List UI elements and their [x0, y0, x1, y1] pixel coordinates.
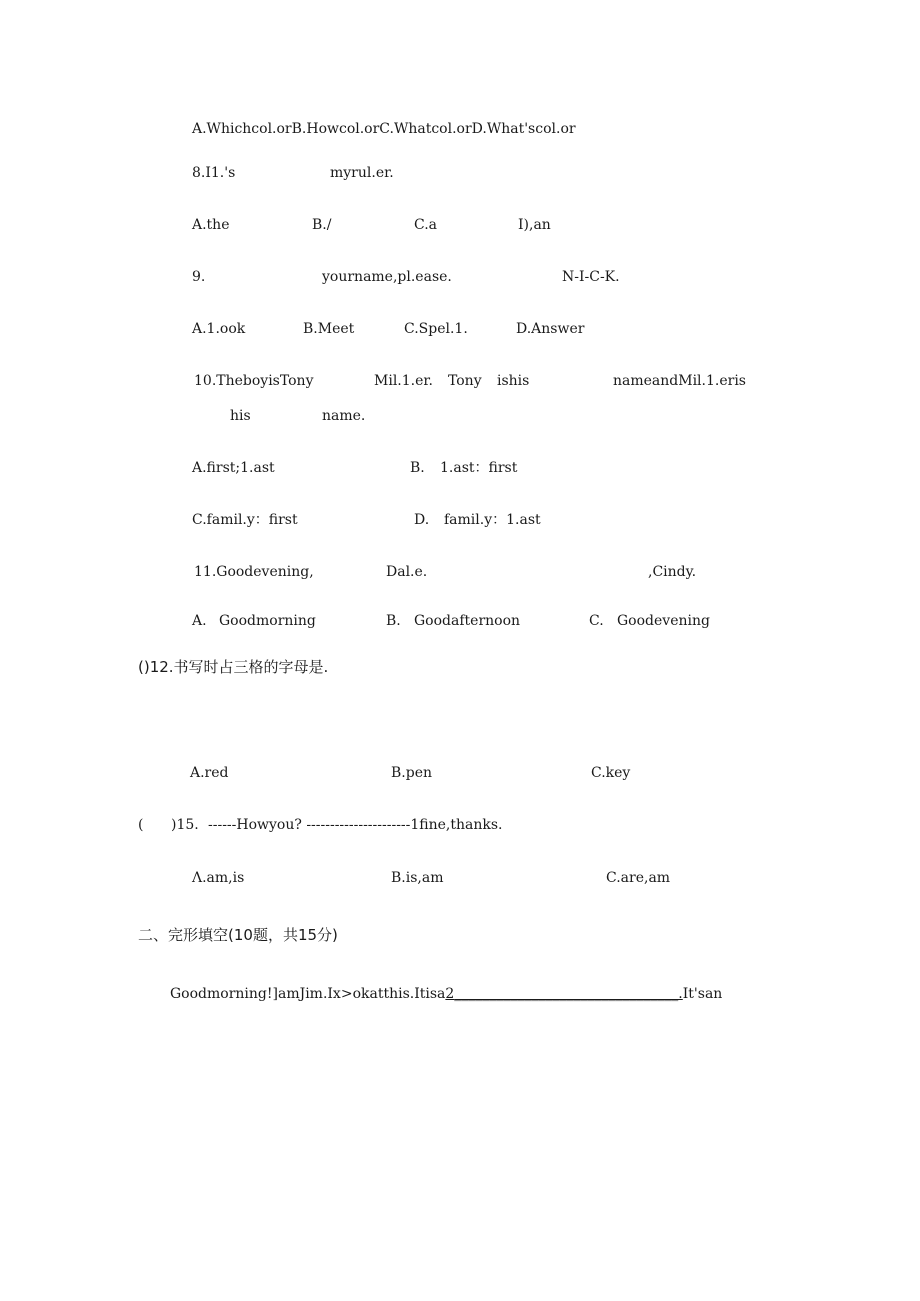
q7-options: A.Whichcol.orB.Howcol.orC.Whatcol.orD.What'scol.or: [192, 121, 576, 137]
cloze-blank-1: ]: [272, 986, 278, 1002]
cloze-passage-line: [170, 985, 722, 1003]
q8-stem-end: myrul.er.: [330, 165, 394, 181]
q8-stem-start: 8.I1.'s: [192, 165, 236, 181]
q11-option-c: Goodevening: [617, 613, 710, 629]
q10-stem-part2: Mil.1.er.: [374, 373, 433, 389]
q9-number: 9.: [192, 269, 206, 285]
q9-option-d: D.Answer: [516, 321, 585, 337]
q11-stem-part2: Dal.e.: [386, 564, 428, 580]
q9-spelling: N-I-C-K.: [562, 269, 620, 285]
q8-option-d: I),an: [518, 217, 551, 233]
q11-stem-part1: 11.Goodevening,: [194, 564, 314, 580]
cloze-text-1: Goodmorning!: [170, 986, 273, 1002]
q10-option-b-label: B.: [410, 460, 425, 476]
q9-stem: yourname,pl.ease.: [322, 269, 452, 285]
cloze-blank-2: 2: [445, 986, 455, 1002]
q9-option-c: C.Spel.1.: [404, 321, 468, 337]
q10-option-b: 1.ast：first: [440, 460, 518, 476]
q11-option-b-label: B.: [386, 613, 401, 629]
q15-option-b: B.is,am: [391, 870, 444, 886]
q10-option-c: C.famil.y：first: [192, 512, 298, 528]
q8-option-b: B./: [312, 217, 332, 233]
q8-option-a: A.the: [192, 217, 230, 233]
q15-paren-open: (: [138, 817, 144, 833]
q10-stem-part7: name.: [322, 408, 366, 424]
q10-option-d-label: D.: [414, 512, 430, 528]
q11-option-b: Goodafternoon: [414, 613, 521, 629]
q15-option-c: C.are,am: [606, 870, 671, 886]
q12-option-a: A.red: [190, 765, 229, 781]
q9-option-b: B.Meet: [303, 321, 355, 337]
q15-number: )15.: [171, 817, 199, 833]
q11-option-a: Goodmorning: [219, 613, 316, 629]
q12-option-b: B.pen: [391, 765, 433, 781]
q10-option-a: A.first;1.ast: [192, 460, 275, 476]
q12-stem: ()12.书写时占三格的字母是.: [138, 658, 329, 676]
q10-stem-part1: 10.TheboyisTony: [194, 373, 314, 389]
section-2-heading: 二、完形填空(10题，共15分): [138, 926, 338, 944]
cloze-blank-line: ________________________________.: [454, 986, 683, 1002]
q10-stem-part5: nameandMil.1.eris: [613, 373, 746, 389]
q8-option-c: C.a: [414, 217, 438, 233]
cloze-text-2: amJim.Ix>okatthis.Itisa: [277, 986, 446, 1002]
q9-option-a: A.1.ook: [192, 321, 246, 337]
q10-stem-part4: ishis: [497, 373, 530, 389]
cloze-text-3: It'san: [682, 986, 723, 1002]
q11-option-c-label: C.: [589, 613, 604, 629]
q10-option-d: famil.y：1.ast: [444, 512, 541, 528]
q11-stem-part3: ,Cindy.: [648, 564, 697, 580]
q15-option-a: Λ.am,is: [192, 870, 245, 886]
q12-option-c: C.key: [591, 765, 631, 781]
q10-stem-part3: Tony: [448, 373, 482, 389]
q11-option-a-label: A.: [192, 613, 207, 629]
q10-stem-part6: his: [230, 408, 251, 424]
q15-stem: ------Howyou? ----------------------1fine,thanks.: [208, 817, 503, 833]
